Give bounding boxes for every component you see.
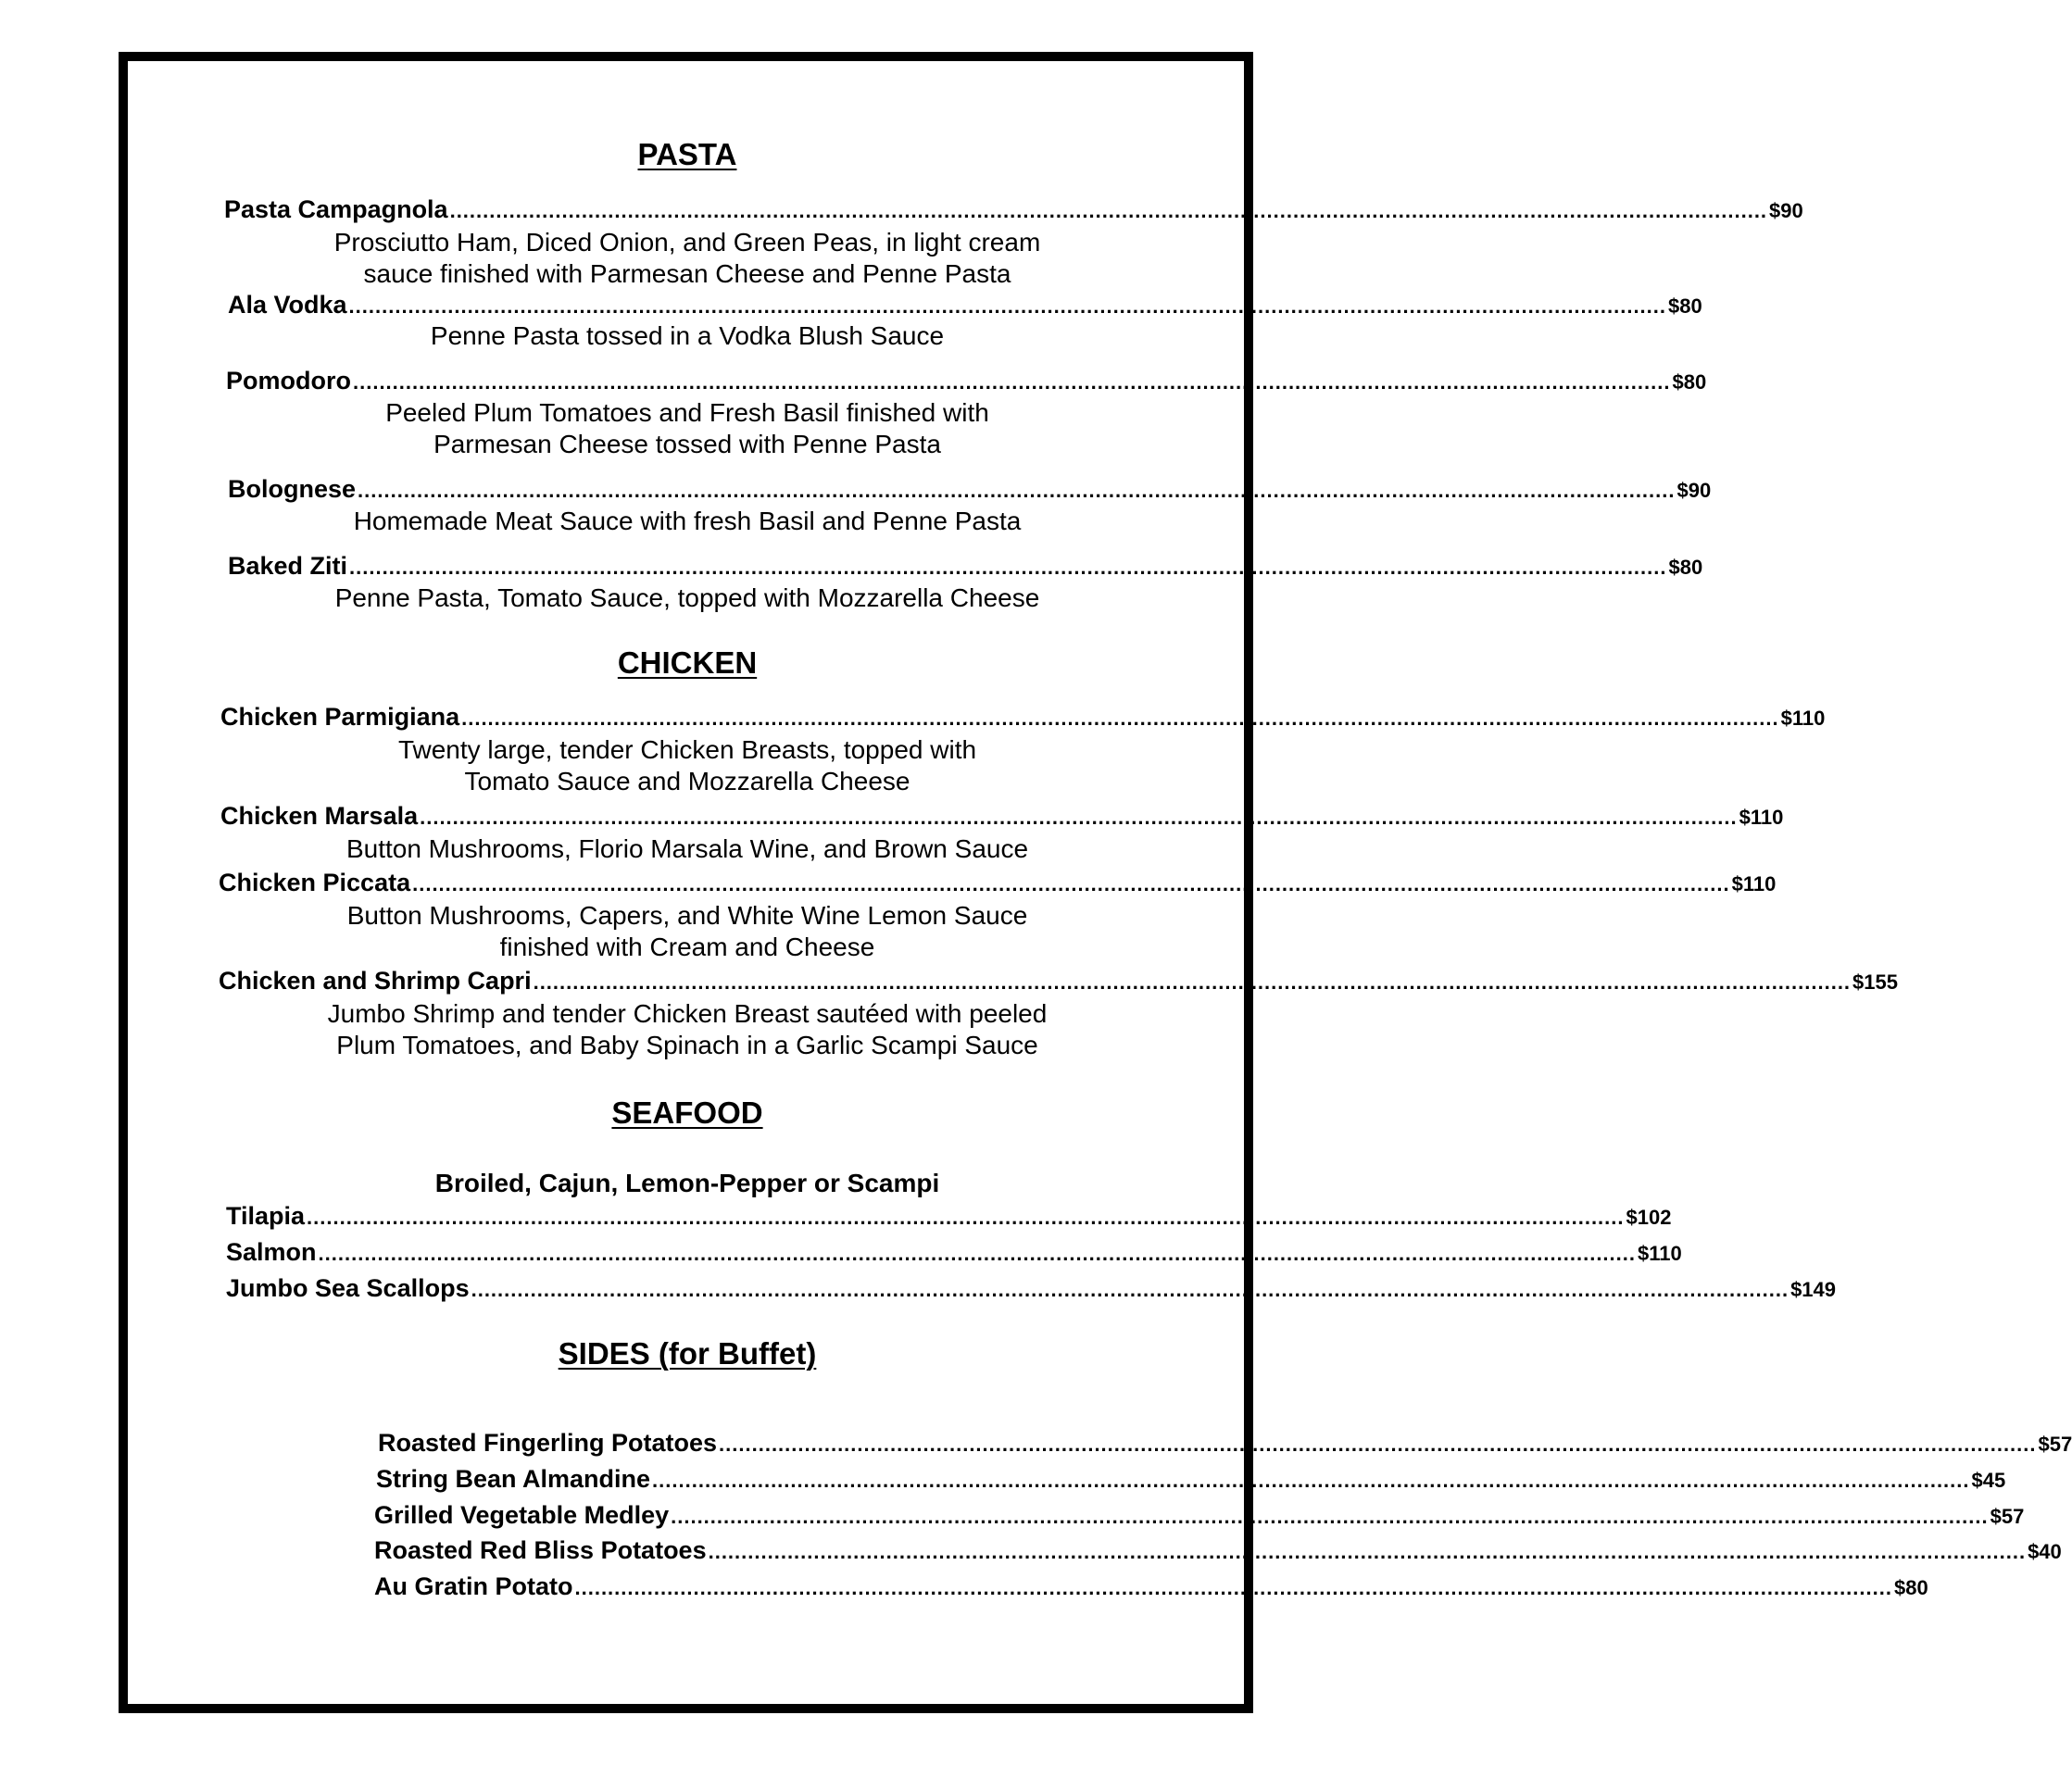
menu-item — [226, 1202, 1672, 1231]
chicken-heading: CHICKEN — [617, 645, 758, 680]
dot-leader: ........................................................................................................................................................................................................ — [671, 1505, 1989, 1528]
item-name: Ala Vodka — [228, 291, 347, 319]
menu-item — [220, 802, 1784, 831]
dot-leader: ........................................................................................................................................................................................................ — [307, 1206, 1625, 1229]
item-name: Pomodoro — [226, 367, 351, 394]
dot-leader: ........................................................................................................................................................................................................ — [461, 707, 1779, 730]
item-description: Homemade Meat Sauce with fresh Basil and Penne Pasta — [353, 507, 1022, 535]
item-description: Penne Pasta, Tomato Sauce, topped with Mozzarella Cheese — [334, 583, 1040, 612]
dot-leader: ........................................................................................................................................................................................................ — [574, 1576, 1892, 1599]
item-name: Chicken Parmigiana — [220, 703, 460, 731]
menu-item — [374, 1536, 2062, 1565]
item-price: $110 — [1638, 1242, 1682, 1265]
item-description: Jumbo Shrimp and tender Chicken Breast sautéed with peeled — [327, 999, 1048, 1028]
item-description: finished with Cream and Cheese — [499, 933, 875, 961]
item-name: Au Gratin Potato — [374, 1572, 573, 1600]
item-name: Bolognese — [228, 475, 357, 503]
menu-item — [376, 1465, 2006, 1494]
item-name: Roasted Fingerling Potatoes — [378, 1429, 718, 1457]
item-price: $40 — [2028, 1540, 2062, 1563]
dot-leader: ........................................................................................................................................................................................................ — [652, 1469, 1970, 1492]
item-description: Parmesan Cheese tossed with Penne Pasta — [433, 430, 941, 458]
dot-leader: ........................................................................................................................................................................................................ — [412, 872, 1730, 895]
item-price: $155 — [1852, 970, 1898, 994]
menu-item — [374, 1572, 1928, 1601]
item-price: $80 — [1893, 1576, 1928, 1599]
dot-leader: ........................................................................................................................................................................................................ — [318, 1242, 1636, 1265]
menu-item — [219, 869, 1777, 897]
dot-leader: ........................................................................................................................................................................................................ — [719, 1433, 2037, 1456]
item-description: Penne Pasta tossed in a Vodka Blush Sauce — [430, 321, 945, 350]
menu-item — [378, 1429, 2072, 1458]
dot-leader: ........................................................................................................................................................................................................ — [348, 294, 1667, 318]
sides-heading: SIDES (for Buffet) — [558, 1336, 817, 1371]
menu-item — [228, 291, 1702, 319]
item-description: Button Mushrooms, Florio Marsala Wine, and Brown Sauce — [345, 834, 1029, 863]
item-price: $90 — [1676, 479, 1712, 502]
menu-item — [219, 967, 1898, 995]
item-description: Button Mushrooms, Capers, and White Wine Lemon Sauce — [346, 901, 1028, 930]
menu-item — [228, 475, 1712, 504]
item-price: $80 — [1672, 370, 1707, 394]
item-description: Plum Tomatoes, and Baby Spinach in a Garlic Scampi Sauce — [336, 1031, 1038, 1059]
item-price: $149 — [1790, 1278, 1837, 1301]
item-description: Prosciutto Ham, Diced Onion, and Green Peas, in light cream — [333, 228, 1041, 257]
dot-leader: ........................................................................................................................................................................................................ — [353, 370, 1671, 394]
menu-item — [374, 1501, 2025, 1530]
dot-leader: ........................................................................................................................................................................................................ — [471, 1278, 1789, 1301]
item-price: $57 — [2038, 1433, 2072, 1456]
item-price: $45 — [1971, 1469, 2006, 1492]
item-name: Jumbo Sea Scallops — [226, 1274, 470, 1302]
item-name: Salmon — [226, 1238, 317, 1266]
menu-item — [226, 1238, 1682, 1267]
dot-leader: ........................................................................................................................................................................................................ — [358, 479, 1676, 502]
item-name: String Bean Almandine — [376, 1465, 651, 1493]
menu-item — [224, 195, 1803, 224]
dot-leader: ........................................................................................................................................................................................................ — [449, 199, 1768, 222]
menu-item — [220, 703, 1826, 732]
item-name: Tilapia — [226, 1202, 306, 1230]
dot-leader: ........................................................................................................................................................................................................ — [708, 1540, 2027, 1563]
menu-item — [226, 367, 1707, 395]
item-description: sauce finished with Parmesan Cheese and Penne Pasta — [363, 259, 1011, 288]
menu-item — [226, 1274, 1837, 1303]
item-name: Chicken Piccata — [219, 869, 411, 896]
item-name: Chicken and Shrimp Capri — [219, 967, 532, 995]
item-name: Grilled Vegetable Medley — [374, 1501, 670, 1529]
item-price: $57 — [1990, 1505, 2025, 1528]
item-price: $110 — [1780, 707, 1826, 730]
item-name: Pasta Campagnola — [224, 195, 448, 223]
item-description: Tomato Sauce and Mozzarella Cheese — [464, 767, 910, 795]
item-name: Roasted Red Bliss Potatoes — [374, 1536, 707, 1564]
item-description: Twenty large, tender Chicken Breasts, topped with — [397, 735, 977, 764]
item-description: Peeled Plum Tomatoes and Fresh Basil finished with — [385, 398, 989, 427]
item-name: Baked Ziti — [228, 552, 348, 580]
item-price: $110 — [1731, 872, 1777, 895]
item-name: Chicken Marsala — [220, 802, 419, 830]
item-price: $80 — [1668, 294, 1702, 318]
seafood-subtitle: Broiled, Cajun, Lemon-Pepper or Scampi — [434, 1169, 940, 1197]
dot-leader: ........................................................................................................................................................................................................ — [420, 806, 1738, 829]
item-price: $80 — [1668, 556, 1703, 579]
dot-leader: ........................................................................................................................................................................................................ — [349, 556, 1667, 579]
item-price: $110 — [1739, 806, 1784, 829]
pasta-heading: PASTA — [637, 137, 737, 171]
seafood-heading: SEAFOOD — [611, 1096, 763, 1130]
dot-leader: ........................................................................................................................................................................................................ — [533, 970, 1852, 994]
item-price: $102 — [1626, 1206, 1672, 1229]
menu-item — [228, 552, 1703, 581]
item-price: $90 — [1769, 199, 1803, 222]
